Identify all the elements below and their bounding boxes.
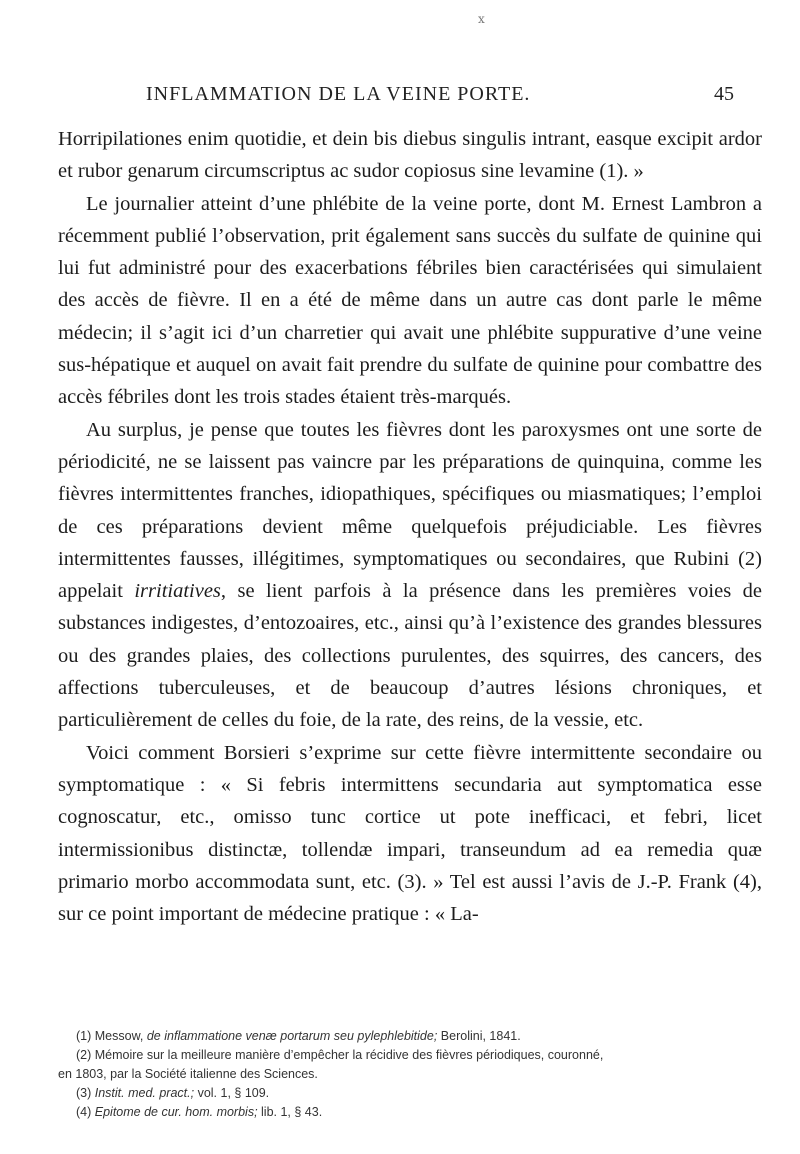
paragraph-3 — [58, 414, 762, 737]
paragraph-4: Voici comment Borsieri s’exprime sur cette fièvre intermittente secondaire ou symptomatique : « Si febris intermittens secundaria aut symptomatica esse cognoscatur, etc., omisso tunc cortice ut pote inefficaci, et febri, licet intermissionibus distinctæ, tollendæ impari, transeundum ad ea remedia quæ primario morbo accommodata sunt, etc. (3). » Tel est aussi l’avis de J.-P. Frank (4), sur ce point important de médecine pratique : « La- — [58, 741, 762, 926]
paragraph-1: Horripilationes enim quotidie, et dein bis diebus singulis intrant, easque excipit ardor et rubor genarum circumscriptus ac sudor copiosus sine levamine (1). » — [58, 128, 762, 183]
page-number: 45 — [714, 83, 734, 105]
paragraph-3-text-b: , se lient parfois à la présence dans les premières voies de substances indigestes, d’entozoaires, etc., ainsi qu’à l’existence des grandes blessures ou des grandes plaies, des collections purulentes, des squirres, des cancers, des affections tuberculeuses, et de beaucoup d’autres lésions chroniques, et particulièrement de celles du foie, de la rate, des reins, de la vessie, etc. — [58, 580, 762, 732]
footnotes — [58, 1027, 762, 1122]
footnote-1 — [58, 1027, 762, 1046]
footnote-3-number: (3) — [76, 1086, 95, 1100]
paragraph-3-italic: irritiatives — [134, 580, 221, 603]
footnote-3-title: Instit. med. pract.; — [94, 1086, 195, 1100]
paragraph-2: Le journalier atteint d’une phlébite de la veine porte, dont M. Ernest Lambron a récemment publié l’observation, prit également sans succès du sulfate de quinine qui lui fut administré pour des exacerbations fébriles bien caractérisées qui simulaient des accès de fièvre. Il en a été de même dans un autre cas dont parle le même médecin; il s’agit ici d’un charretier qui avait une phlébite suppurative d’une veine sus-hépatique et auquel on avait fait prendre du sulfate de quinine pour combattre des accès fébriles dont les trois stades étaient très-marqués. — [58, 192, 762, 409]
footnote-2: (2) Mémoire sur la meilleure manière d’empêcher la récidive des fièvres périodiques, couronné, — [76, 1048, 604, 1062]
footnote-1-number: (1) Messow, — [76, 1029, 147, 1043]
footnote-3-rest: vol. 1, § 109. — [194, 1086, 270, 1100]
footnote-4-number: (4) — [76, 1105, 95, 1119]
page-header — [146, 83, 734, 113]
footnote-4 — [58, 1103, 762, 1122]
footnote-3 — [58, 1084, 762, 1103]
footnote-1-rest: Berolini, 1841. — [437, 1029, 521, 1043]
footnote-2-continuation: en 1803, par la Société italienne des Sciences. — [58, 1067, 318, 1081]
paragraph-3-text-a: Au surplus, je pense que toutes les fièvres dont les paroxysmes ont une sorte de périodicité, ne se laissent pas vaincre par les préparations de quinquina, comme les fièvres intermittentes franches, idiopathiques, spécifiques ou miasmatiques; l’emploi de ces préparations devient même quelquefois préjudiciable. Les fièvres intermittentes fausses, illégitimes, symptomatiques ou secondaires, que Rubini (2) appelait — [58, 418, 762, 603]
footnote-4-rest: lib. 1, § 43. — [257, 1105, 323, 1119]
running-title: INFLAMMATION DE LA VEINE PORTE. — [146, 83, 531, 105]
footnote-4-title: Epitome de cur. hom. morbis; — [94, 1105, 258, 1119]
margin-tick-mark: x — [478, 12, 485, 26]
footnote-1-title: de inflammatione venæ portarum seu pylephlebitide; — [146, 1029, 438, 1043]
body-text — [58, 123, 762, 930]
